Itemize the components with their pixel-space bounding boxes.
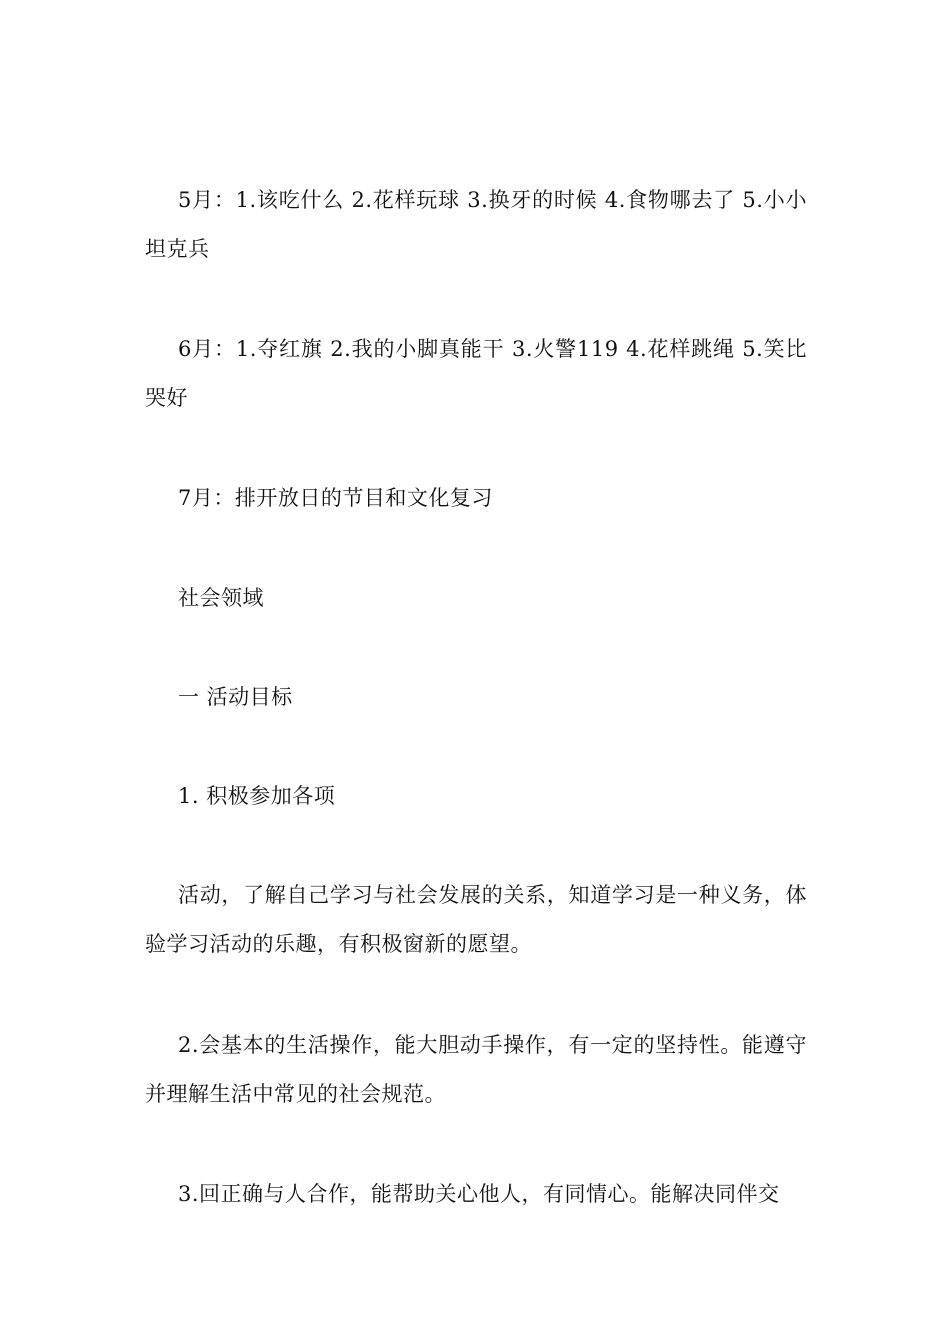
goal-item-1-body: 活动，了解自己学习与社会发展的关系，知道学习是一种义务，体验学习活动的乐趣，有积极窗新的愿望。 xyxy=(145,883,807,956)
goal-item-1-title: 1. 积极参加各项 xyxy=(178,784,336,808)
paragraph-june-activities: 6月：1.夺红旗 2.我的小脚真能干 3.火警119 4.花样跳绳 5.笑比哭好 xyxy=(145,337,807,410)
section-heading-social-domain: 社会领域 xyxy=(178,586,264,610)
goal-item-3: 3.回正确与人合作，能帮助关心他人，有同情心。能解决同伴交 xyxy=(178,1182,780,1206)
subheading-activity-goals: 一 活动目标 xyxy=(178,685,293,709)
goal-item-2: 2.会基本的生活操作，能大胆动手操作，有一定的坚持性。能遵守并理解生活中常见的社会规范。 xyxy=(145,1033,807,1106)
paragraph-july-activities: 7月：排开放日的节目和文化复习 xyxy=(178,486,493,510)
paragraph-may-activities: 5月：1.该吃什么 2.花样玩球 3.换牙的时候 4.食物哪去了 5.小小坦克兵 xyxy=(145,188,807,261)
